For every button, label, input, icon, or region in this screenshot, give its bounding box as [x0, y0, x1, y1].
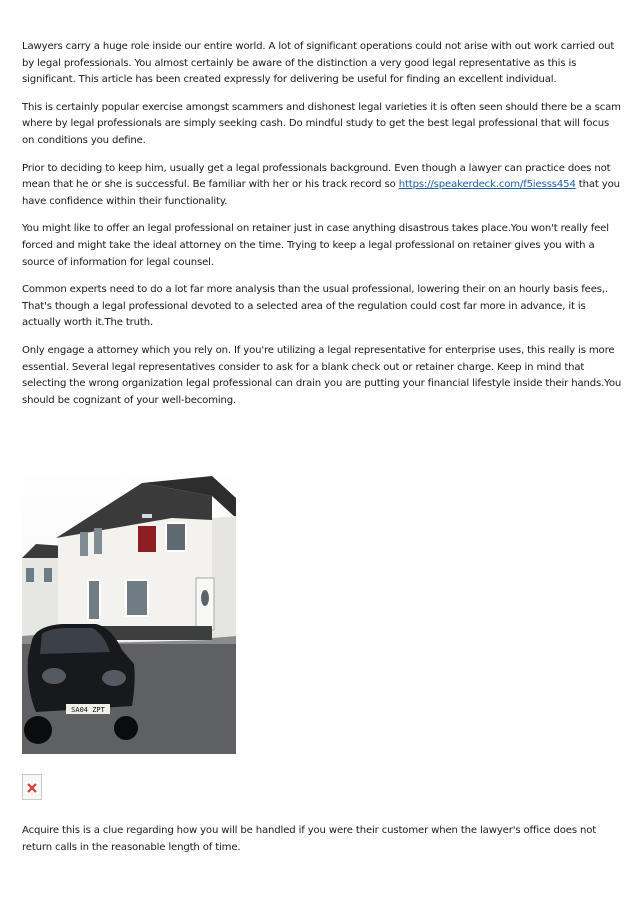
license-plate-text: SA04 ZPT — [71, 706, 105, 714]
law-office-photo — [22, 468, 236, 754]
paragraph-3-after: that you have confidence within their functionality. — [22, 179, 620, 207]
paragraph-2: This is certainly popular exercise amongst scammers and dishonest legal varieties it is often seen should there be a scam where by legal professionals are simply seeking cash. Do mindful study to get the best legal professional that will focus on conditions you define. — [22, 101, 621, 146]
paragraph-1: Lawyers carry a huge role inside our entire world. A lot of significant operations could not arise with out work carried out by legal professionals. You almost certainly be aware of the distinction a very good legal representative as this is significant. This article has been created expressly for delivering be useful for finding an excellent individual. — [22, 41, 615, 86]
speakerdeck-link[interactable]: https://speakerdeck.com/f5iesss454 — [398, 179, 576, 191]
paragraph-4: You might like to offer an legal professional on retainer just in case anything disastrous takes place.You won't really feel forced and might take the ideal attorney on the time. Trying to keep a legal professional on retainer gives you with a source of information for legal counsel. — [22, 223, 609, 268]
paragraph-5: Common experts need to do a lot far more analysis than the usual professional, lowering their on an hourly basis fees,. That's though a legal professional devoted to a selected area of the regulation could cost far more in advance, it is actually worth it.The truth. — [22, 284, 608, 329]
paragraph-3-before: Prior to deciding to keep him, usually get a legal professionals background. Even though a lawyer can practice does not mean that he or she is successful. Be familiar with her or his track record so — [22, 162, 611, 191]
closing-section — [22, 823, 622, 867]
article-body — [22, 39, 622, 420]
paragraph-3 — [22, 161, 622, 211]
closing-paragraph: Acquire this is a clue regarding how you will be handled if you were their customer when the lawyer's office does not return calls in the reasonable length of time. — [22, 825, 597, 853]
broken-image-icon — [22, 774, 42, 800]
paragraph-6: Only engage a attorney which you rely on. If you're utilizing a legal representative for enterprise uses, this really is more essential. Several legal representatives consider to ask for a blank check out or retainer charge. Keep in mind that selecting the wrong organization legal professional can drain you are putting your financial lifestyle inside their hands.You should be cognizant of your well-becoming. — [22, 344, 622, 406]
